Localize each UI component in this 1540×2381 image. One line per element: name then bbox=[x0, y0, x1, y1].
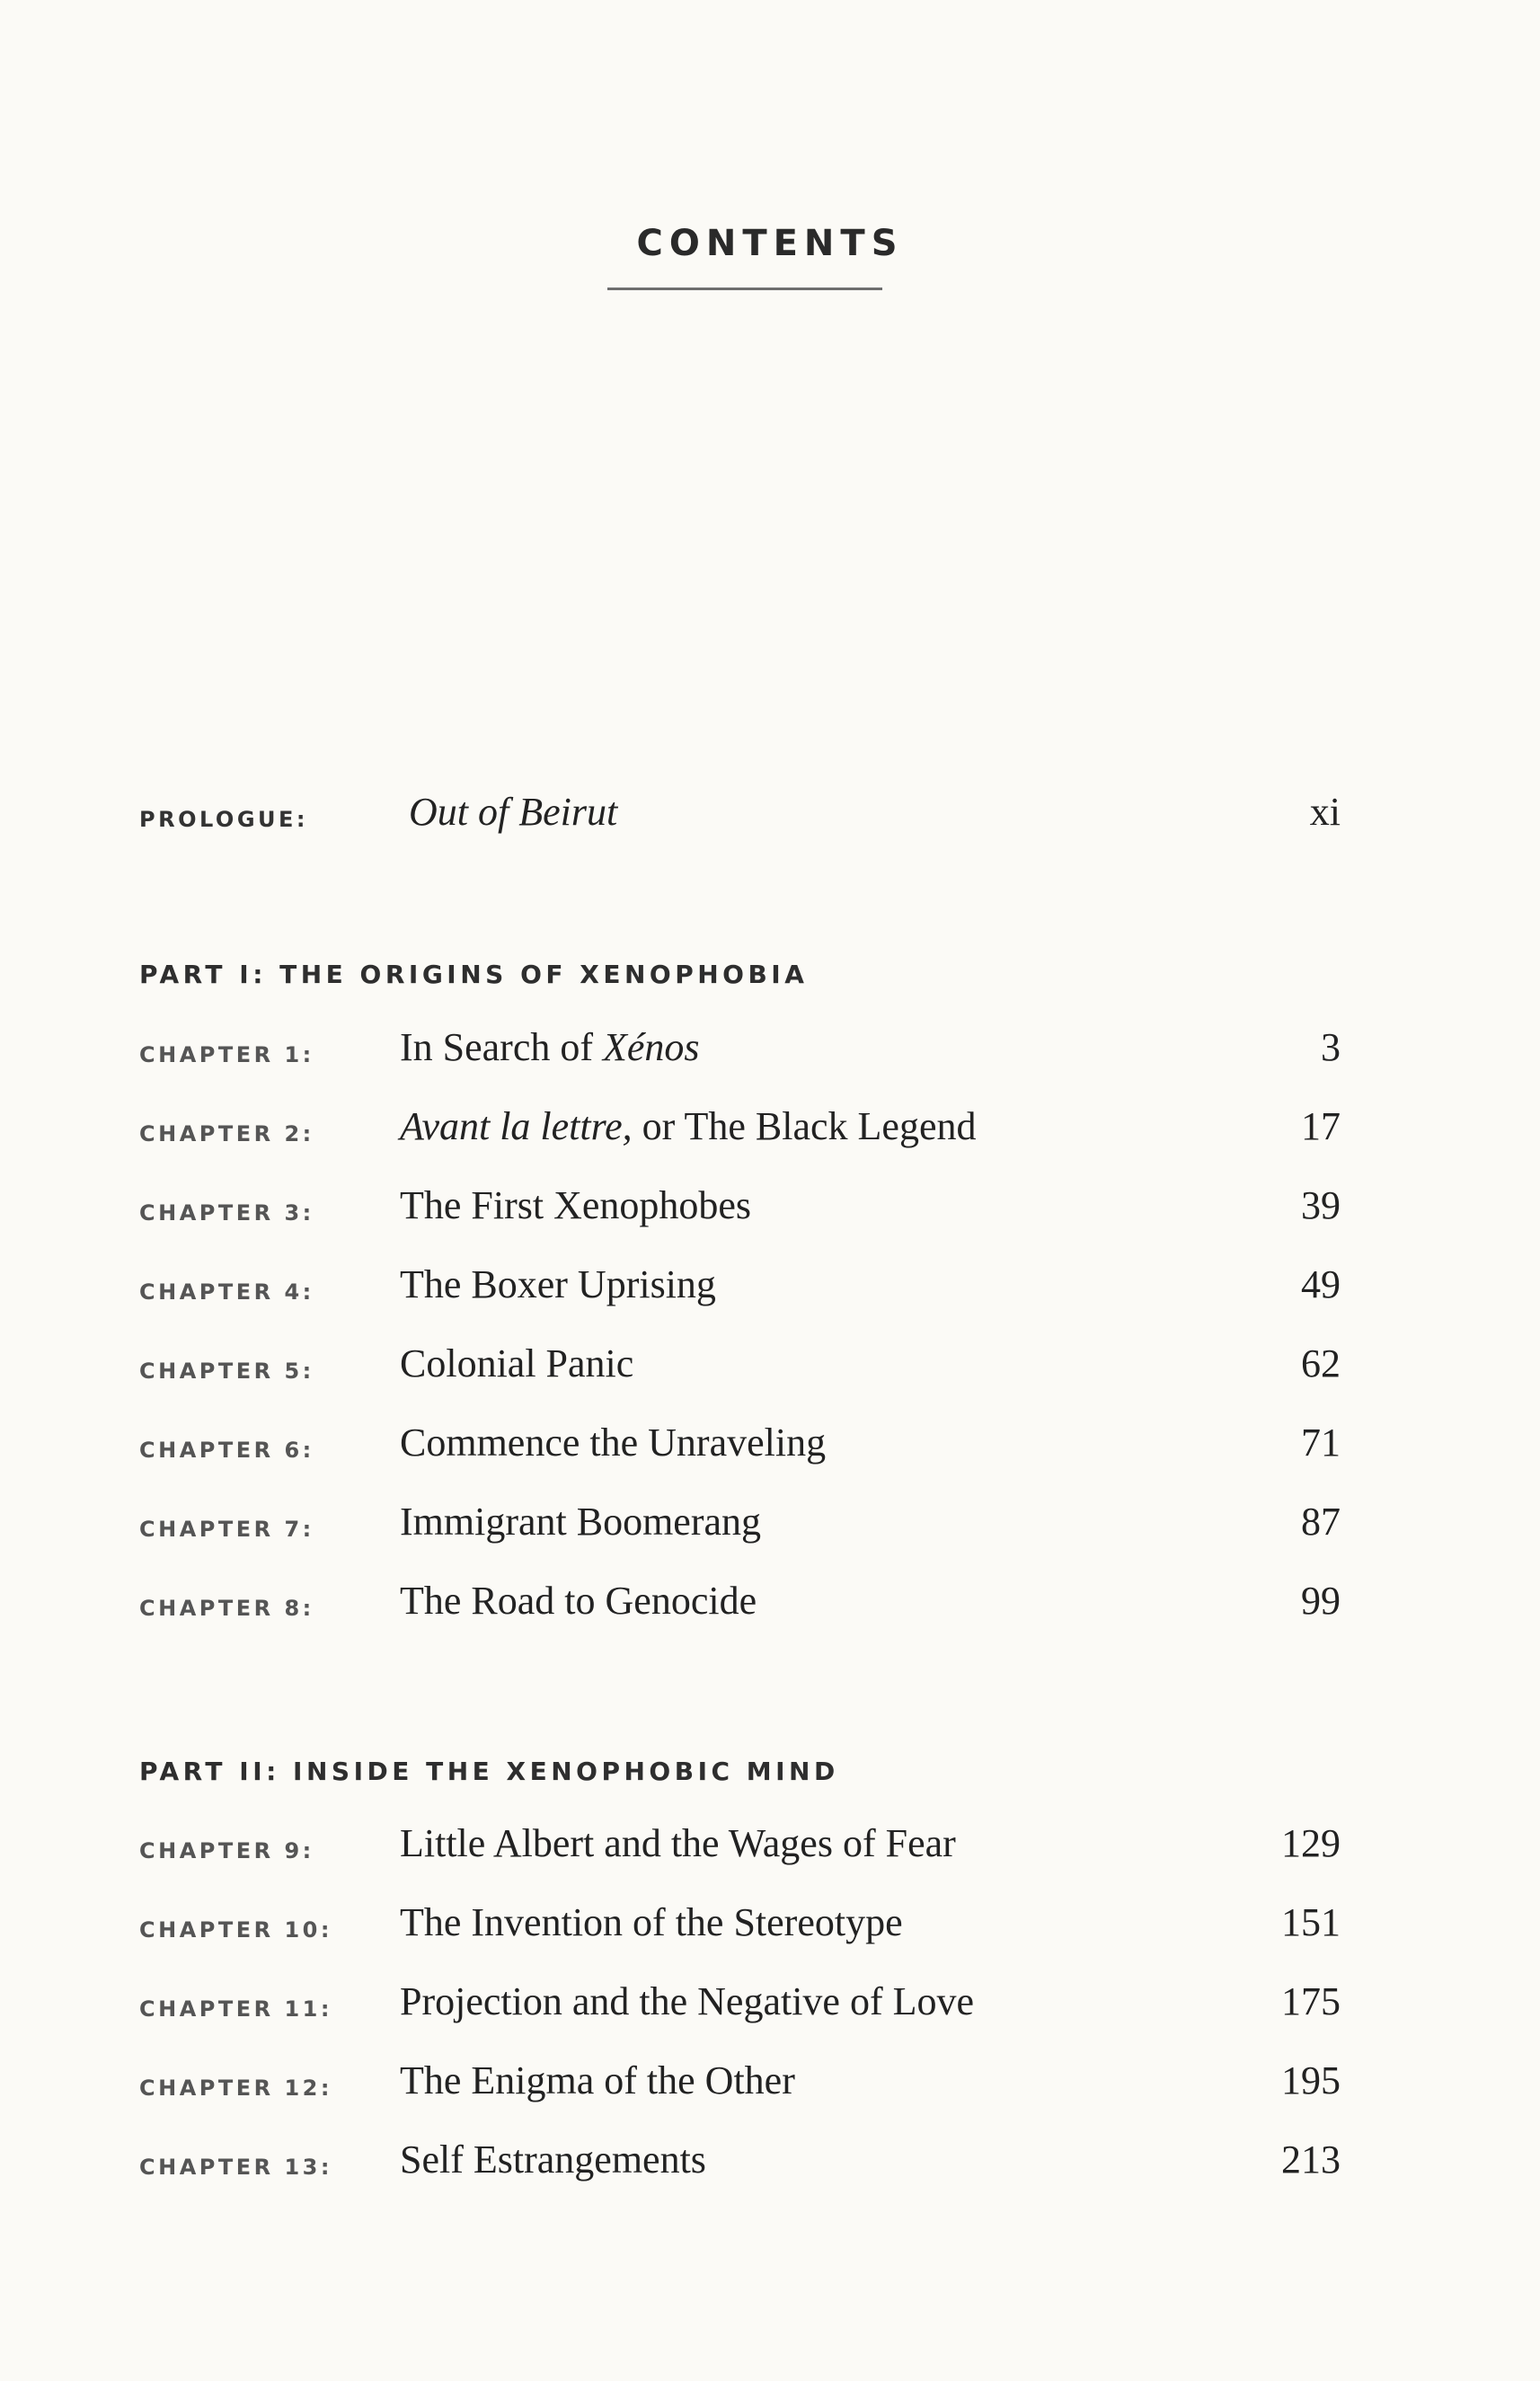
chapter-page: 99 bbox=[1301, 1579, 1341, 1623]
chapter-label: CHAPTER 6: bbox=[139, 1438, 314, 1463]
chapter-label: CHAPTER 10: bbox=[139, 1917, 332, 1943]
chapter-title: The Invention of the Stereotype bbox=[400, 1900, 903, 1944]
part-1-heading: PART I: THE ORIGINS OF XENOPHOBIA bbox=[139, 960, 809, 989]
prologue-label: PROLOGUE: bbox=[139, 807, 308, 832]
prologue-page: xi bbox=[1309, 790, 1341, 834]
chapter-entry[interactable] bbox=[0, 2128, 1540, 2200]
chapter-page: 129 bbox=[1281, 1821, 1341, 1865]
chapter-page: 49 bbox=[1301, 1262, 1341, 1306]
chapter-title: Avant la lettre, or The Black Legend bbox=[400, 1104, 977, 1148]
part-2-heading: PART II: INSIDE THE XENOPHOBIC MIND bbox=[139, 1757, 839, 1786]
chapter-label: CHAPTER 4: bbox=[139, 1279, 314, 1305]
chapter-label: CHAPTER 12: bbox=[139, 2076, 332, 2101]
chapter-page: 175 bbox=[1281, 1979, 1341, 2023]
chapter-label: CHAPTER 11: bbox=[139, 1996, 332, 2022]
chapter-page: 39 bbox=[1301, 1183, 1341, 1227]
chapter-title: Immigrant Boomerang bbox=[400, 1500, 762, 1544]
chapter-entry[interactable] bbox=[0, 1411, 1540, 1483]
prologue-title: Out of Beirut bbox=[409, 790, 618, 834]
chapter-title: The Enigma of the Other bbox=[400, 2058, 795, 2102]
chapter-entry[interactable] bbox=[0, 2049, 1540, 2120]
chapter-entry[interactable] bbox=[0, 1490, 1540, 1562]
chapter-page: 62 bbox=[1301, 1341, 1341, 1385]
chapter-entry[interactable] bbox=[0, 1569, 1540, 1641]
chapter-label: CHAPTER 7: bbox=[139, 1517, 314, 1542]
chapter-title: Little Albert and the Wages of Fear bbox=[400, 1821, 956, 1865]
chapter-label: CHAPTER 5: bbox=[139, 1359, 314, 1384]
chapter-title: In Search of Xénos bbox=[400, 1025, 700, 1069]
chapter-entry[interactable] bbox=[0, 1015, 1540, 1087]
chapter-title: The Boxer Uprising bbox=[400, 1262, 716, 1306]
chapter-entry[interactable] bbox=[0, 1252, 1540, 1324]
chapter-entry[interactable] bbox=[0, 1173, 1540, 1245]
chapter-page: 71 bbox=[1301, 1421, 1341, 1465]
chapter-entry[interactable] bbox=[0, 1332, 1540, 1403]
chapter-title: Colonial Panic bbox=[400, 1341, 634, 1385]
chapter-label: CHAPTER 13: bbox=[139, 2155, 332, 2180]
chapter-entry[interactable] bbox=[0, 1890, 1540, 1962]
chapter-label: CHAPTER 2: bbox=[139, 1121, 314, 1146]
chapter-page: 87 bbox=[1301, 1500, 1341, 1544]
chapter-title: The First Xenophobes bbox=[400, 1183, 752, 1227]
contents-heading: CONTENTS bbox=[636, 223, 904, 264]
chapter-label: CHAPTER 8: bbox=[139, 1596, 314, 1621]
chapter-page: 3 bbox=[1321, 1025, 1341, 1069]
chapter-page: 195 bbox=[1281, 2058, 1341, 2102]
chapter-page: 213 bbox=[1281, 2138, 1341, 2182]
chapter-title: Projection and the Negative of Love bbox=[400, 1979, 975, 2023]
chapter-title: The Road to Genocide bbox=[400, 1579, 757, 1623]
chapter-page: 17 bbox=[1301, 1104, 1341, 1148]
chapter-label: CHAPTER 9: bbox=[139, 1838, 314, 1863]
chapter-label: CHAPTER 1: bbox=[139, 1042, 314, 1067]
chapter-title: Commence the Unraveling bbox=[400, 1421, 827, 1465]
prologue-entry[interactable] bbox=[0, 780, 1540, 852]
chapter-entry[interactable] bbox=[0, 1094, 1540, 1166]
heading-rule bbox=[607, 288, 882, 290]
chapter-entry[interactable] bbox=[0, 1811, 1540, 1883]
chapter-entry[interactable] bbox=[0, 1969, 1540, 2041]
chapter-page: 151 bbox=[1281, 1900, 1341, 1944]
chapter-title: Self Estrangements bbox=[400, 2138, 706, 2182]
chapter-label: CHAPTER 3: bbox=[139, 1200, 314, 1226]
